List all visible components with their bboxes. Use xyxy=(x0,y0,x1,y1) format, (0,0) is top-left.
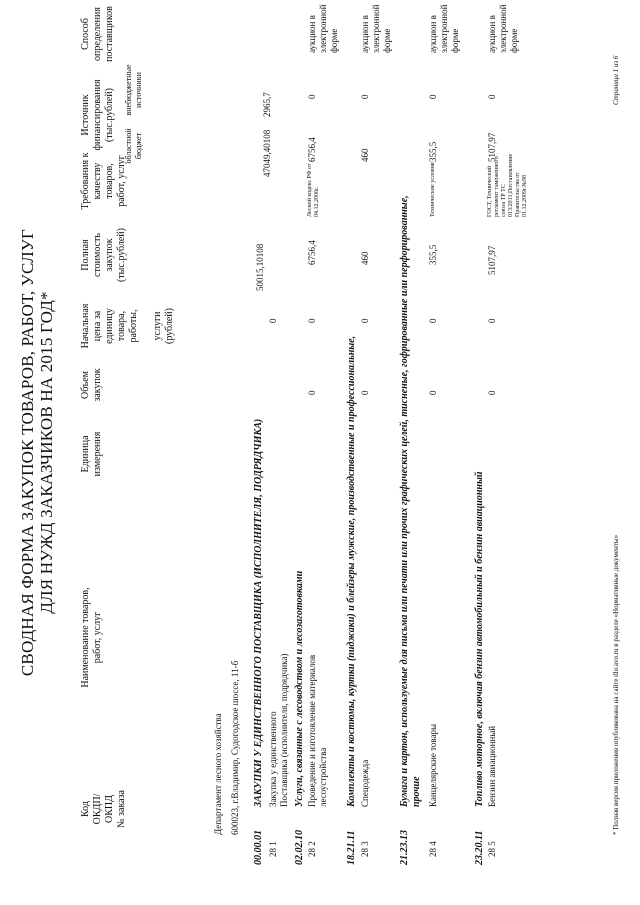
row-unit-price: 0 xyxy=(360,318,370,323)
col-subheader-extrabudget: внебюджетные источники xyxy=(124,64,143,116)
row-method: аукцион в электронной форме xyxy=(307,4,339,53)
col-header-method: Способ определения поставщиков xyxy=(80,6,115,62)
row-method: аукцион в электронной форме xyxy=(428,4,460,53)
row-total-cost: 460 xyxy=(360,251,370,265)
row-num: 28 3 xyxy=(360,841,370,857)
row-method: аукцион в электронной форме xyxy=(360,4,392,53)
row-method: аукцион в электронной форме xyxy=(487,4,519,53)
row-total-cost: 6756,4 xyxy=(307,240,317,265)
section-code: 00.00.01 xyxy=(253,830,264,865)
row-name: Проведение и изготовление материалов лесоустройства xyxy=(307,654,328,807)
row-num: 28 4 xyxy=(428,841,438,857)
row-total-cost: 5107,97 xyxy=(487,245,497,275)
col-header-funding: Источник финансирования (тыс.рублей) xyxy=(80,79,115,151)
row-name: Канцелярские товары xyxy=(428,723,438,807)
col-subheader-regional-budget: областной бюджет xyxy=(124,128,143,164)
row-extrabudget: 0 xyxy=(307,94,317,99)
organization-address: 600023, г.Владимир, Судогодское шоссе, 11-б xyxy=(230,660,240,835)
row-requirements: Технические условия xyxy=(430,162,436,217)
section-title: Комплекты и костюмы, куртки (пиджаки) и блейзеры мужские, производственные и профессиональные, xyxy=(346,335,357,807)
organization-name: Департамент лесного хозяйства xyxy=(213,713,223,835)
document-title-line2: ДЛЯ НУЖД ЗАКАЗЧИКОВ НА 2015 ГОД* xyxy=(37,291,56,614)
col-header-code: Код ОКДП/ ОКПД № заказа xyxy=(80,790,127,828)
row-volume: 0 xyxy=(360,390,370,395)
section-code: 18.21.11 xyxy=(346,830,357,865)
section-title: ЗАКУПКИ У ЕДИНСТВЕННОГО ПОСТАВЩИКА (ИСПОЛНИТЕЛЯ, ПОДРЯДЧИКА) xyxy=(253,418,264,807)
section-code: 23.20.11 xyxy=(474,830,485,865)
section-code: 02.02.10 xyxy=(294,830,305,865)
col-header-volume: Объем закупок xyxy=(80,368,103,402)
row-extrabudget: 0 xyxy=(487,94,497,99)
row-regional-budget: 6756,4 xyxy=(307,137,317,162)
row-requirements: ГОСТ, Технический регламент таможенного союза ТР ТС 013/2011,Постановление Правительства от 01.12.2009г.№98 xyxy=(487,153,528,217)
row-volume: 0 xyxy=(307,390,317,395)
col-header-total-cost: Полная стоимость закупок (тыс.рублей) xyxy=(80,227,127,283)
col-header-unit-price: Начальная цена за единицу товара, работы, услуги (рублей) xyxy=(80,303,175,349)
row-volume: 0 xyxy=(428,390,438,395)
row-unit-price: 0 xyxy=(268,318,278,323)
row-unit-price: 0 xyxy=(307,318,317,323)
page-number: Страница 1 из 6 xyxy=(612,55,620,105)
row-regional-budget: 355,5 xyxy=(428,141,438,162)
row-regional-budget: 5107,97 xyxy=(487,132,497,162)
row-num: 28 5 xyxy=(487,841,497,857)
footnote: * Полная версия приложения опубликована на сайте dlo.avo.ru в разделе «Нормативные документы» xyxy=(612,534,620,835)
col-header-unit: Единица измерения xyxy=(80,431,103,477)
col-header-requirements: Требования к качеству товаров, работ, услуг xyxy=(80,152,127,210)
row-name: Закупка у единственного Поставщика (исполнителя, подрядчика) xyxy=(268,653,289,807)
col-header-name: Наименование товаров, работ, услуг xyxy=(80,587,103,688)
row-total-cost: 355,5 xyxy=(428,244,438,265)
row-requirements: Лесной кодекс РФ от 04.12.2006г. xyxy=(307,163,320,217)
row-name: Бензин авиационный xyxy=(487,725,497,807)
row-unit-price: 0 xyxy=(428,318,438,323)
row-volume: 0 xyxy=(487,390,497,395)
row-num: 28 2 xyxy=(307,841,317,857)
section-extrabudget: 2965,7 xyxy=(262,92,272,117)
row-unit-price: 0 xyxy=(487,318,497,323)
section-code: 21.23.13 xyxy=(399,830,410,865)
section-regional-budget: 47049,40108 xyxy=(262,129,272,177)
section-total-cost: 50015,10108 xyxy=(255,243,265,291)
row-extrabudget: 0 xyxy=(428,94,438,99)
row-num: 28 1 xyxy=(268,841,278,857)
row-extrabudget: 0 xyxy=(360,94,370,99)
row-regional-budget: 460 xyxy=(360,148,370,162)
row-name: Спецодежда xyxy=(360,759,370,807)
section-title: Топливо моторное, включая бензин автомобильный и бензин авиационный xyxy=(474,471,485,807)
document-title-line1: СВОДНАЯ ФОРМА ЗАКУПОК ТОВАРОВ, РАБОТ, УСЛУГ xyxy=(18,228,37,677)
section-title: Бумага и картон, используемые для письма или печати или прочих графических целей, тисненые, гофрированные или перфорированные, прочие xyxy=(399,195,422,807)
section-title: Услуги, связанные с лесоводством и лесозаготовками xyxy=(294,570,305,807)
